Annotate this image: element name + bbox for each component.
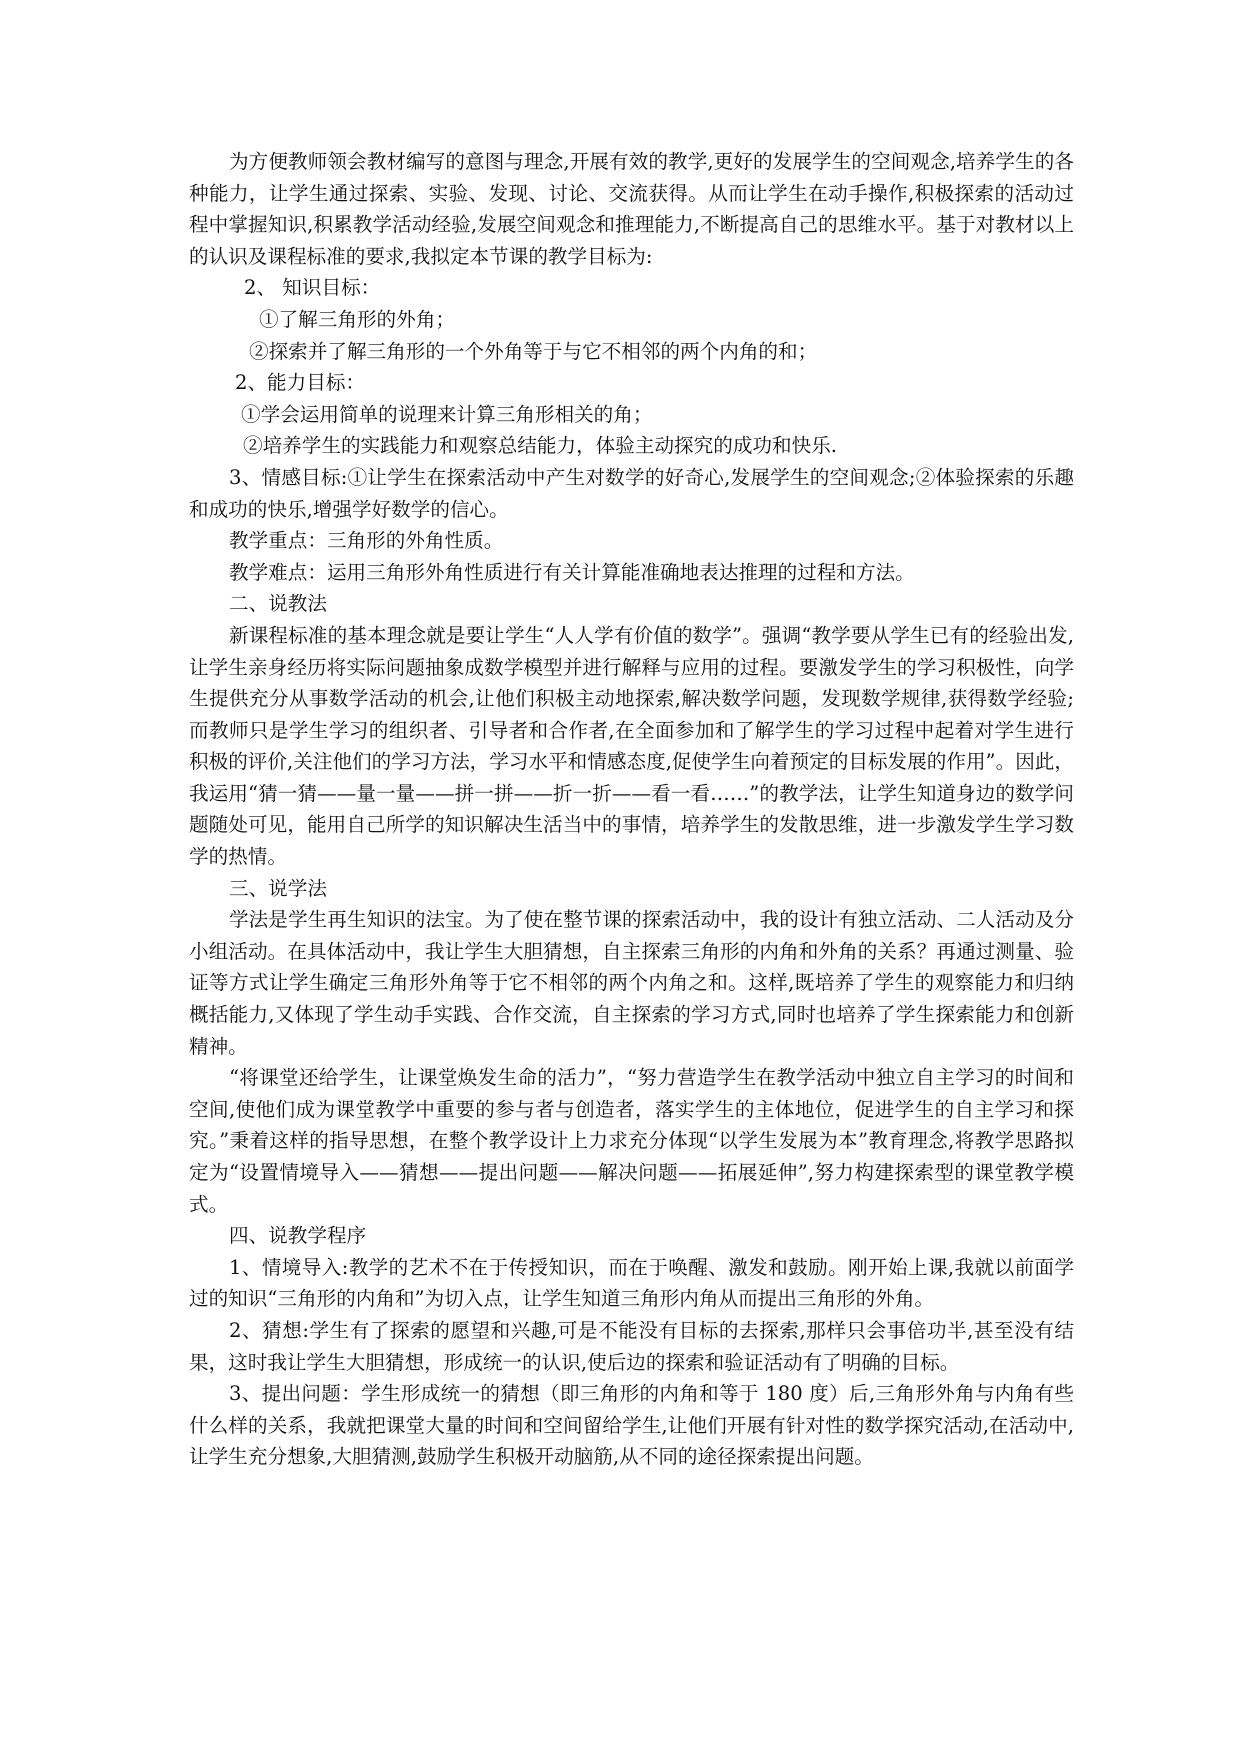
intro-paragraph: 为方便教师领会教材编写的意图与理念,开展有效的教学,更好的发展学生的空间观念,培养学生的各种能力，让学生通过探索、实验、发现、讨论、交流获得。从而让学生在动手操作,积极探索的活动过程中掌握知识,积累教学活动经验,发展空间观念和推理能力,不断提高自己的思维水平。基于对教材以上的认识及课程标准的要求,我拟定本节课的教学目标为: [189, 150, 1074, 268]
key-point: 教学重点：三角形的外角性质。 [229, 529, 504, 553]
document-page [189, 146, 1074, 1473]
difficulty: 教学难点：运用三角形外角性质进行有关计算能准确地表达推理的过程和方法。 [229, 560, 915, 584]
procedure-step-3: 3、提出问题：学生形成统一的猜想（即三角形的内角和等于 180 度）后,三角形外角与内角有些什么样的关系，我就把课堂大量的时间和空间留给学生,让他们开展有针对性的数学探究活动,在活动中,让学生充分想象,大胆猜测,鼓励学生积极开动脑筋,从不同的途径探索提出问题。 [189, 1382, 1074, 1469]
knowledge-item-1: ①了解三角形的外角； [259, 307, 455, 331]
ability-goal-heading: 2、能力目标： [235, 371, 366, 395]
section-heading-teaching-method: 二、说教法 [229, 592, 327, 616]
emotion-goal-paragraph: 3、情感目标:①让学生在探索活动中产生对数学的好奇心,发展学生的空间观念;②体验探索的乐趣和成功的快乐,增强学好数学的信心。 [189, 465, 1074, 521]
knowledge-item-2: ②探索并了解三角形的一个外角等于与它不相邻的两个内角的和； [249, 339, 818, 363]
procedure-step-1: 1、情境导入:教学的艺术不在于传授知识，而在于唤醒、激发和鼓励。刚开始上课,我就以前面学过的知识“三角形的内角和”为切入点，让学生知道三角形内角从而提出三角形的外角。 [189, 1255, 1074, 1311]
learning-method-paragraph: 学法是学生再生知识的法宝。为了使在整节课的探索活动中，我的设计有独立活动、二人活动及分小组活动。在具体活动中，我让学生大胆猜想，自主探索三角形的内角和外角的关系？再通过测量、验证等方式让学生确定三角形外角等于它不相邻的两个内角之和。这样,既培养了学生的观察能力和归纳概括能力,又体现了学生动手实践、合作交流，自主探索的学习方式,同时也培养了学生探索能力和创新精神。 [189, 908, 1074, 1058]
ability-item-2: ②培养学生的实践能力和观察总结能力，体验主动探究的成功和快乐. [243, 434, 838, 458]
section-heading-teaching-procedure: 四、说教学程序 [229, 1224, 367, 1248]
ability-item-1: ①学会运用简单的说理来计算三角形相关的角； [241, 402, 653, 426]
knowledge-goal-heading: 2、 知识目标： [244, 276, 381, 300]
teaching-method-paragraph: 新课程标准的基本理念就是要让学生“人人学有价值的数学”。强调“教学要从学生已有的经验出发,让学生亲身经历将实际问题抽象成数学模型并进行解释与应用的过程。要激发学生的学习积极性，向学生提供充分从事数学活动的机会,让他们积极主动地探索,解决数学问题，发现数学规律,获得数学经验;而教师只是学生学习的组织者、引导者和合作者,在全面参加和了解学生的学习过程中起着对学生进行积极的评价,关注他们的学习方法，学习水平和情感态度,促使学生向着预定的目标发展的作用”。因此，我运用“猜一猜——量一量——拼一拼——折一折——看一看……”的教学法，让学生知道身边的数学问题随处可见，能用自己所学的知识解决生活当中的事情，培养学生的发散思维，进一步激发学生学习数学的热情。 [189, 623, 1074, 869]
procedure-step-2: 2、猜想:学生有了探索的愿望和兴趣,可是不能没有目标的去探索,那样只会事倍功半,甚至没有结果，这时我让学生大胆猜想，形成统一的认识,使后边的探索和验证活动有了明确的目标。 [189, 1318, 1074, 1374]
learning-method-quote-paragraph: “将课堂还给学生，让课堂焕发生命的活力”，“努力营造学生在教学活动中独立自主学习的时间和空间,使他们成为课堂教学中重要的参与者与创造者，落实学生的主体地位，促进学生的自主学习和探究。”秉着这样的指导思想，在整个教学设计上力求充分体现“以学生发展为本”教育理念,将教学思路拟定为“设置情境导入——猜想——提出问题——解决问题——拓展延伸”,努力构建探索型的课堂教学模式。 [189, 1066, 1074, 1216]
section-heading-learning-method: 三、说学法 [229, 876, 327, 900]
